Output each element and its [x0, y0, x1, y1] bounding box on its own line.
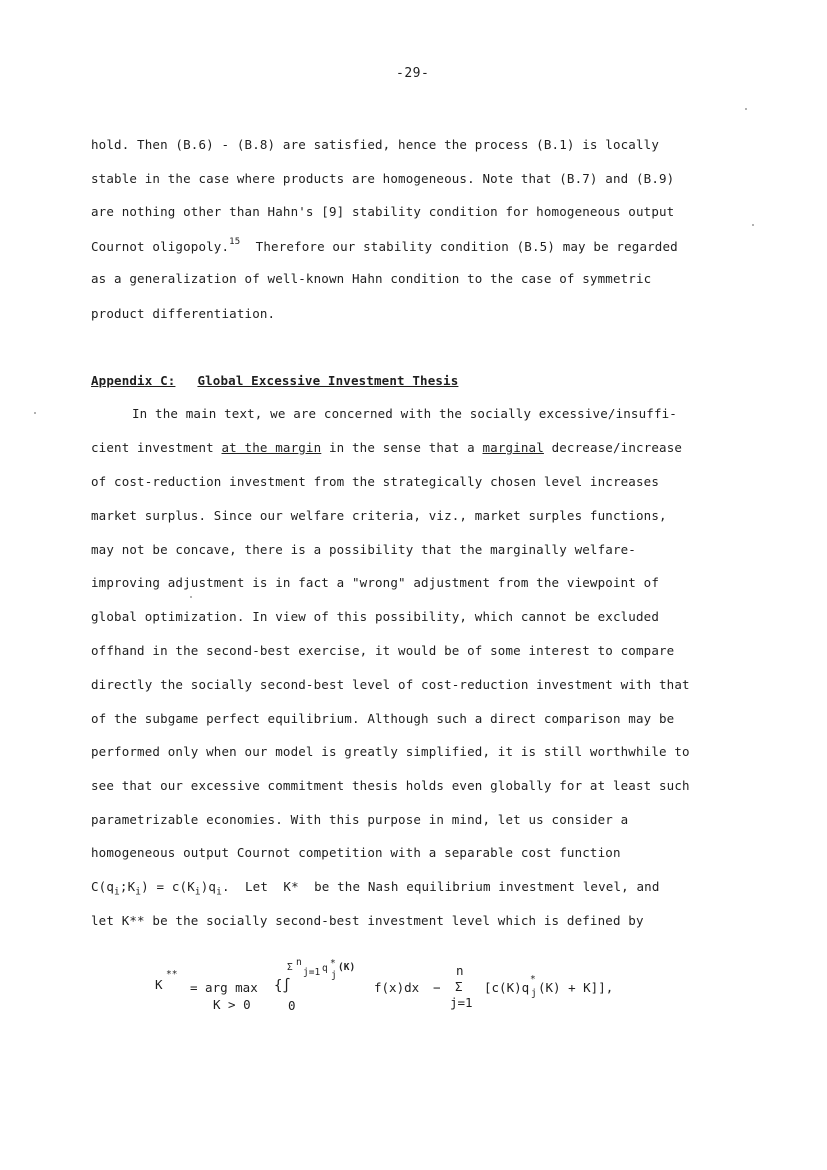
integral-lower-limit: 0 [288, 998, 296, 1013]
formula-lhs-sup: ** [166, 969, 178, 980]
text-line [91, 440, 682, 455]
scan-speck [34, 412, 36, 414]
upper-n: n [296, 957, 302, 968]
upper-j: j=1 [303, 967, 321, 978]
formula-argmax: = arg max [190, 980, 258, 995]
sum-top: n [456, 963, 464, 978]
upper-q: q [322, 963, 328, 974]
minus-sign: − [433, 980, 441, 995]
text-line: as a generalization of well-known Hahn condition to the case of symmetric [91, 271, 652, 286]
text-line [91, 237, 678, 254]
underlined-phrase: marginal [482, 440, 544, 455]
sum-sign: Σ [455, 979, 463, 994]
text-line: let K** be the socially second-best investment level which is defined by [91, 913, 644, 928]
text-line: homogeneous output Cournot competition with a separable cost function [91, 845, 621, 860]
text-line: are nothing other than Hahn's [9] stability condition for homogeneous output [91, 204, 675, 219]
text-span: Therefore our stability condition (B.5) may be regarded [240, 239, 678, 254]
text-line: In the main text, we are concerned with the socially excessive/insuffi- [132, 406, 677, 421]
math-text: )q [200, 879, 217, 894]
text-line: may not be concave, there is a possibility that the marginally welfare- [91, 542, 636, 557]
math-text: ) = c(K [141, 879, 195, 894]
text-line: product differentiation. [91, 306, 276, 321]
term-star: * [530, 974, 536, 985]
text-line: improving adjustment is in fact a "wrong" adjustment from the viewpoint of [91, 575, 659, 590]
formula-integral: {∫ [274, 978, 291, 994]
upper-K: (K) [338, 962, 356, 973]
text-line: global optimization. In view of this possibility, which cannot be excluded [91, 609, 659, 624]
math-text: ;K [119, 879, 136, 894]
sum-term: [c(K)q [484, 980, 530, 995]
text-line: of cost-reduction investment from the strategically chosen level increases [91, 474, 659, 489]
text-line: market surplus. Since our welfare criteria, viz., market surples functions, [91, 508, 667, 523]
text-line: stable in the case where products are homogeneous. Note that (B.7) and (B.9) [91, 171, 675, 186]
text-line: hold. Then (B.6) - (B.8) are satisfied, hence the process (B.1) is locally [91, 137, 659, 152]
text-line: directly the socially second-best level of cost-reduction investment with that [91, 677, 690, 692]
text-span: decrease/increase [543, 440, 683, 455]
text-span: in the sense that a [321, 440, 483, 455]
text-line: parametrizable economies. With this purpose in mind, let us consider a [91, 812, 629, 827]
text-line: performed only when our model is greatly simplified, it is still worthwhile to [91, 744, 690, 759]
term-end: (K) + K]], [538, 980, 614, 995]
formula-lhs: K [155, 977, 163, 992]
upper-jsub: j [331, 970, 337, 981]
text-span: cient investment [91, 440, 222, 455]
footnote-marker: 15 [229, 237, 241, 247]
text-line: see that our excessive commitment thesis holds even globally for at least such [91, 778, 690, 793]
appendix-label: Appendix C: [91, 373, 176, 388]
appendix-title: Global Excessive Investment Thesis [197, 373, 459, 388]
math-subscript: i [114, 886, 120, 898]
text-line: of the subgame perfect equilibrium. Although such a direct comparison may be [91, 711, 675, 726]
text-span: Cournot oligopoly. [91, 239, 230, 254]
math-subscript: i [194, 886, 201, 898]
page-number: -29- [396, 66, 430, 81]
term-jsub: j [531, 988, 537, 999]
formula-condition: K > 0 [213, 997, 251, 1012]
text-line: offhand in the second-best exercise, it would be of some interest to compare [91, 643, 675, 658]
upper-star: * [330, 958, 336, 969]
math-subscript: i [216, 886, 222, 898]
scan-speck [745, 108, 747, 110]
scan-speck [190, 596, 192, 598]
sum-bottom: j=1 [450, 995, 473, 1010]
math-subscript: i [135, 886, 142, 898]
cost-function-line [91, 879, 660, 898]
math-text: C(q [91, 879, 115, 894]
appendix-heading [91, 373, 458, 388]
math-text: . Let K* be the Nash equilibrium investment level, and [221, 879, 660, 894]
upper-sigma: Σ [287, 962, 293, 973]
underlined-phrase: at the margin [221, 440, 322, 455]
integrand: f(x)dx [374, 980, 420, 995]
scan-speck [752, 224, 754, 226]
